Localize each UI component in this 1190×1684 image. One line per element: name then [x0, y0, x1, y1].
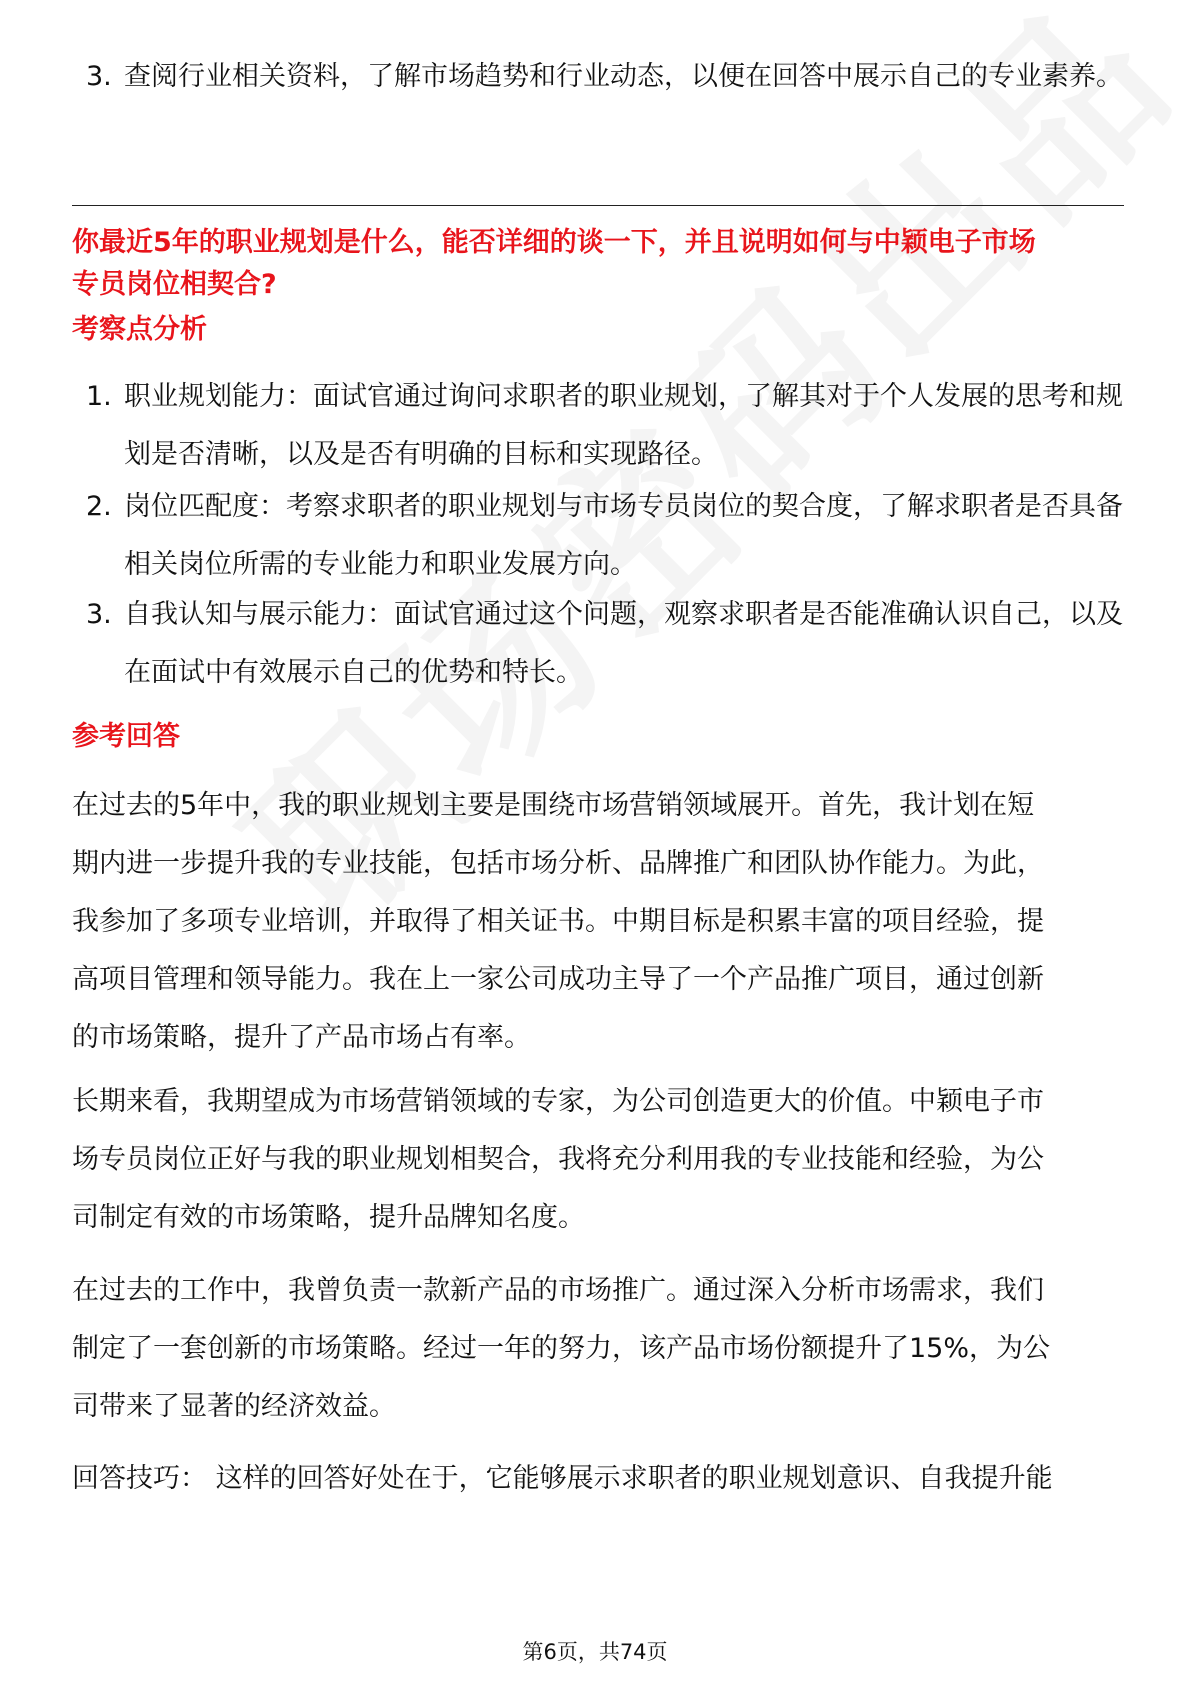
list-number: 1. — [86, 381, 112, 412]
list-item — [72, 586, 1124, 702]
list-number: 3. — [86, 599, 112, 630]
analysis-heading: 考察点分析 — [72, 314, 207, 345]
list-item-text: 自我认知与展示能力：面试官通过这个问题，观察求职者是否能准确认识自己，以及在面试中有效展示自己的优势和特长。 — [124, 599, 1123, 688]
answer-tip: 回答技巧： 这样的回答好处在于，它能够展示求职者的职业规划意识、自我提升能 — [72, 1463, 1053, 1494]
list-item-text: 职业规划能力：面试官通过询问求职者的职业规划，了解其对于个人发展的思考和规划是否清晰，以及是否有明确的目标和实现路径。 — [124, 381, 1123, 470]
list-number: 2. — [86, 491, 112, 522]
list-item-text: 查阅行业相关资料，了解市场趋势和行业动态，以便在回答中展示自己的专业素养。 — [124, 61, 1123, 92]
list-number: 3. — [86, 61, 112, 92]
list-item — [72, 368, 1124, 484]
answer-paragraph: 在过去的工作中，我曾负责一款新产品的市场推广。通过深入分析市场需求，我们制定了一套创新的市场策略。经过一年的努力，该产品市场份额提升了15%，为公司带来了显著的经济效益。 — [72, 1275, 1051, 1422]
list-item — [72, 478, 1124, 594]
answer-heading: 参考回答 — [72, 721, 180, 752]
page-footer: 第6页，共74页 — [522, 1640, 668, 1664]
section-divider — [72, 205, 1124, 206]
interview-question: 你最近5年的职业规划是什么，能否详细的谈一下，并且说明如何与中颖电子市场专员岗位相契合? — [72, 227, 1036, 300]
answer-paragraph: 在过去的5年中，我的职业规划主要是围绕市场营销领域展开。首先，我计划在短期内进一步提升我的专业技能，包括市场分析、品牌推广和团队协作能力。为此，我参加了多项专业培训，并取得了相关证书。中期目标是积累丰富的项目经验，提高项目管理和领导能力。我在上一家公司成功主导了一个产品推广项目，通过创新的市场策略，提升了产品市场占有率。 — [72, 790, 1044, 1053]
list-item — [72, 48, 1124, 106]
list-item-text: 岗位匹配度：考察求职者的职业规划与市场专员岗位的契合度，了解求职者是否具备相关岗位所需的专业能力和职业发展方向。 — [124, 491, 1123, 580]
answer-paragraph: 长期来看，我期望成为市场营销领域的专家，为公司创造更大的价值。中颖电子市场专员岗位正好与我的职业规划相契合，我将充分利用我的专业技能和经验，为公司制定有效的市场策略，提升品牌知名度。 — [72, 1086, 1044, 1233]
